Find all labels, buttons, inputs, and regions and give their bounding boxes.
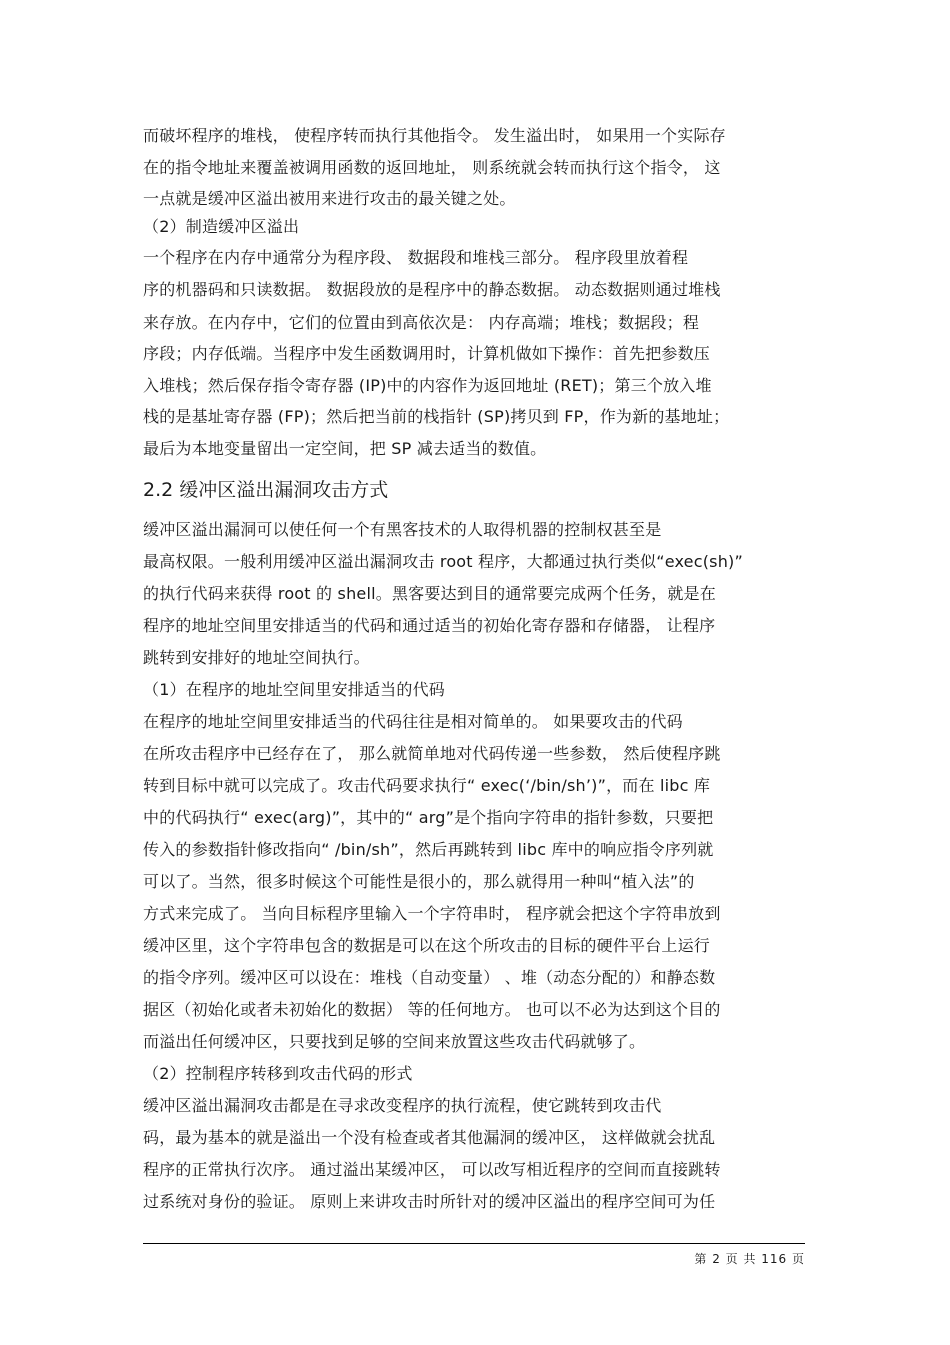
body-line: 可以了。当然，很多时候这个可能性是很小的，那么就得用一种叫“植入法”的 (143, 872, 695, 891)
body-line: 而破坏程序的堆栈， 使程序转而执行其他指令。 发生溢出时， 如果用一个实际存 (143, 126, 726, 145)
body-line: 据区（初始化或者未初始化的数据） 等的任何地方。 也可以不必为达到这个目的 (143, 1000, 721, 1019)
body-line: 一个程序在内存中通常分为程序段、 数据段和堆栈三部分。 程序段里放着程 (143, 248, 689, 267)
body-line: 传入的参数指针修改指向“ /bin/sh”，然后再跳转到 libc 库中的响应指令序列就 (143, 840, 714, 859)
body-line: 栈的是基址寄存器 (FP)；然后把当前的栈指针 (SP)拷贝到 FP，作为新的基地址； (143, 407, 730, 426)
body-line: 序段；内存低端。当程序中发生函数调用时，计算机做如下操作：首先把参数压 (143, 344, 711, 363)
body-line: 一点就是缓冲区溢出被用来进行攻击的最关键之处。 (143, 189, 516, 208)
body-line: 最后为本地变量留出一定空间，把 SP 减去适当的数值。 (143, 439, 547, 458)
body-line: 而溢出任何缓冲区，只要找到足够的空间来放置这些攻击代码就够了。 (143, 1032, 646, 1051)
body-line: 缓冲区溢出漏洞可以使任何一个有黑客技术的人取得机器的控制权甚至是 (143, 520, 662, 539)
body-line: 程序的正常执行次序。 通过溢出某缓冲区， 可以改写相近程序的空间而直接跳转 (143, 1160, 721, 1179)
body-line: 中的代码执行“ exec(arg)”，其中的“ arg”是个指向字符串的指针参数，只要把 (143, 808, 714, 827)
subsection-heading: （2）控制程序转移到攻击代码的形式 (143, 1064, 413, 1083)
subsection-heading: （1）在程序的地址空间里安排适当的代码 (143, 680, 445, 699)
body-line: 序的机器码和只读数据。 数据段放的是程序中的静态数据。 动态数据则通过堆栈 (143, 280, 721, 299)
body-line: 最高权限。一般利用缓冲区溢出漏洞攻击 root 程序，大都通过执行类似“exec(sh)” (143, 552, 743, 571)
body-line: 程序的地址空间里安排适当的代码和通过适当的初始化寄存器和存储器， 让程序 (143, 616, 716, 635)
footer-rule (143, 1243, 805, 1244)
body-line: 在程序的地址空间里安排适当的代码往往是相对简单的。 如果要攻击的代码 (143, 712, 683, 731)
body-line: 入堆栈；然后保存指令寄存器 (IP)中的内容作为返回地址 (RET)；第三个放入堆 (143, 376, 712, 395)
body-line: 的执行代码来获得 root 的 shell。黑客要达到目的通常要完成两个任务，就是在 (143, 584, 716, 603)
body-line: 在所攻击程序中已经存在了， 那么就简单地对代码传递一些参数， 然后使程序跳 (143, 744, 721, 763)
section-heading: 2.2 缓冲区溢出漏洞攻击方式 (143, 479, 389, 501)
body-line: 码，最为基本的就是溢出一个没有检查或者其他漏洞的缓冲区， 这样做就会扰乱 (143, 1128, 716, 1147)
subsection-heading: （2）制造缓冲区溢出 (143, 217, 300, 236)
body-line: 跳转到安排好的地址空间执行。 (143, 648, 370, 667)
body-line: 转到目标中就可以完成了。攻击代码要求执行“ exec(‘/bin/sh’)”，而在 libc 库 (143, 776, 711, 795)
body-line: 过系统对身份的验证。 原则上来讲攻击时所针对的缓冲区溢出的程序空间可为任 (143, 1192, 716, 1211)
body-line: 的指令序列。缓冲区可以设在：堆栈（自动变量） 、堆（动态分配的）和静态数 (143, 968, 716, 987)
page-number: 第 2 页 共 116 页 (694, 1252, 805, 1266)
body-line: 在的指令地址来覆盖被调用函数的返回地址， 则系统就会转而执行这个指令， 这 (143, 158, 721, 177)
body-line: 缓冲区里，这个字符串包含的数据是可以在这个所攻击的目标的硬件平台上运行 (143, 936, 711, 955)
body-line: 缓冲区溢出漏洞攻击都是在寻求改变程序的执行流程，使它跳转到攻击代 (143, 1096, 662, 1115)
body-line: 来存放。在内存中，它们的位置由到高依次是： 内存高端；堆栈；数据段；程 (143, 313, 700, 332)
body-line: 方式来完成了。 当向目标程序里输入一个字符串时， 程序就会把这个字符串放到 (143, 904, 721, 923)
